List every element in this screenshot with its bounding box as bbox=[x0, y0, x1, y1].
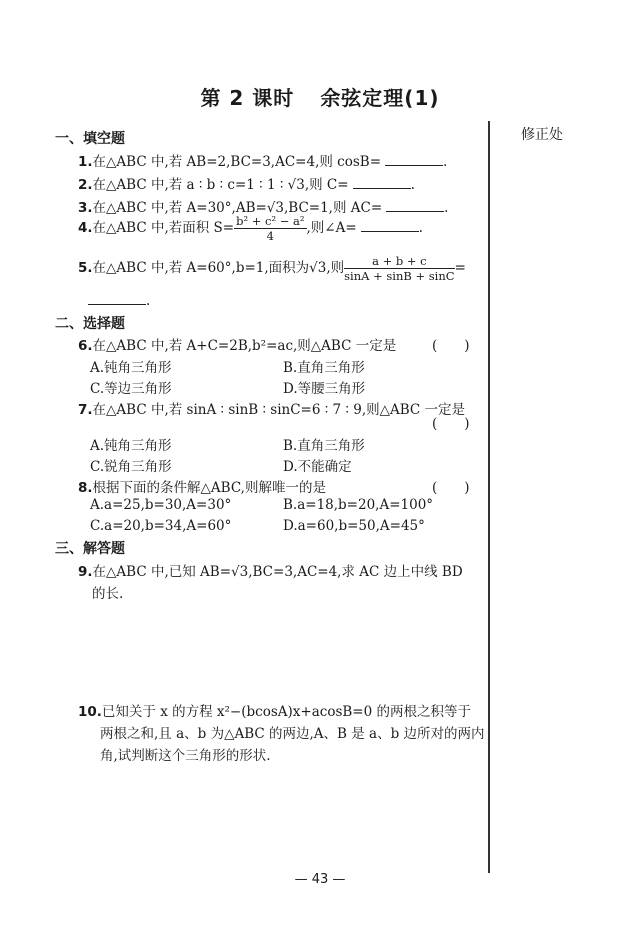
answer-parentheses[interactable]: ( ) bbox=[432, 416, 470, 432]
fraction bbox=[234, 214, 306, 243]
question-number: 9. bbox=[78, 564, 93, 580]
option-d[interactable]: D.a=60,b=50,A=45° bbox=[283, 518, 425, 534]
question-text: 在△ABC 中,若 A=60°,b=1,面积为√3,则 bbox=[92, 260, 345, 276]
period: . bbox=[444, 200, 449, 216]
answer-parentheses[interactable]: ( ) bbox=[432, 338, 470, 354]
option-c[interactable]: C.等边三角形 bbox=[90, 381, 172, 397]
option-c[interactable]: C.a=20,b=34,A=60° bbox=[90, 518, 232, 534]
option-b[interactable]: B.a=18,b=20,A=100° bbox=[283, 497, 434, 513]
question-number: 6. bbox=[78, 338, 93, 354]
section-multiple-choice: 二、选择题 bbox=[55, 316, 125, 332]
question-number: 1. bbox=[78, 154, 93, 170]
question-9-line2: 的长. bbox=[92, 586, 124, 602]
question-7 bbox=[78, 398, 465, 418]
numerator: a + b + c bbox=[344, 254, 454, 269]
section-fill-in: 一、填空题 bbox=[55, 131, 125, 147]
question-text: 在△ABC 中,若 AB=2,BC=3,AC=4,则 cosB= bbox=[92, 154, 382, 170]
question-number: 2. bbox=[78, 177, 93, 193]
option-a[interactable]: A.钝角三角形 bbox=[90, 360, 172, 376]
question-3 bbox=[78, 196, 448, 216]
denominator: sinA + sinB + sinC bbox=[344, 269, 455, 283]
lesson-number: 第 2 课时 bbox=[200, 86, 295, 110]
question-text: 在△ABC 中,若 sinA ∶ sinB ∶ sinC=6 ∶ 7 ∶ 9,则△ABC 一定是 bbox=[92, 402, 466, 418]
question-text: 已知关于 x 的方程 x²−(bcosA)x+acosB=0 的两根之积等于 bbox=[101, 704, 471, 720]
page-number: — 43 — bbox=[294, 872, 346, 887]
question-text: 根据下面的条件解△ABC,则解唯一的是 bbox=[92, 480, 326, 496]
question-text: 在△ABC 中,已知 AB=√3,BC=3,AC=4,求 AC 边上中线 BD bbox=[92, 564, 463, 580]
answer-blank[interactable] bbox=[385, 151, 443, 166]
option-a[interactable]: A.钝角三角形 bbox=[90, 438, 172, 454]
question-10-line3: 角,试判断这个三角形的形状. bbox=[100, 748, 271, 764]
question-number: 10. bbox=[78, 704, 102, 720]
question-5 bbox=[78, 254, 466, 283]
question-5-answer bbox=[88, 290, 150, 309]
answer-blank[interactable] bbox=[386, 197, 444, 212]
question-8 bbox=[78, 476, 326, 496]
section-free-response: 三、解答题 bbox=[55, 541, 125, 557]
correction-area-label: 修正处 bbox=[521, 127, 563, 143]
question-number: 7. bbox=[78, 402, 93, 418]
question-number: 8. bbox=[78, 480, 93, 496]
question-number: 4. bbox=[78, 220, 93, 236]
period: . bbox=[146, 293, 151, 309]
margin-divider bbox=[488, 121, 490, 873]
period: . bbox=[418, 220, 423, 236]
page-title bbox=[0, 82, 640, 111]
fraction bbox=[344, 254, 454, 283]
question-text: 在△ABC 中,若面积 S= bbox=[92, 220, 235, 236]
option-a[interactable]: A.a=25,b=30,A=30° bbox=[90, 497, 232, 513]
question-text-end: ,则∠A= bbox=[306, 220, 357, 236]
question-text: 在△ABC 中,若 a ∶ b ∶ c=1 ∶ 1 ∶ √3,则 C= bbox=[92, 177, 349, 193]
numerator: b² + c² − a² bbox=[236, 214, 305, 228]
question-10-line2: 两根之和,且 a、b 为△ABC 的两边,A、B 是 a、b 边所对的两内 bbox=[100, 726, 485, 742]
question-9 bbox=[78, 560, 463, 580]
option-d[interactable]: D.不能确定 bbox=[283, 459, 352, 475]
answer-blank[interactable] bbox=[353, 174, 411, 189]
equals-sign: = bbox=[454, 260, 466, 276]
lesson-topic: 余弦定理(1) bbox=[320, 86, 440, 110]
period: . bbox=[443, 154, 448, 170]
answer-blank[interactable] bbox=[361, 217, 419, 232]
denominator: 4 bbox=[266, 229, 274, 243]
question-1 bbox=[78, 150, 447, 170]
option-d[interactable]: D.等腰三角形 bbox=[283, 381, 366, 397]
question-4 bbox=[78, 214, 423, 243]
question-6 bbox=[78, 334, 396, 354]
question-text: 在△ABC 中,若 A=30°,AB=√3,BC=1,则 AC= bbox=[92, 200, 383, 216]
question-10 bbox=[78, 700, 471, 720]
question-2 bbox=[78, 173, 415, 193]
question-number: 3. bbox=[78, 200, 93, 216]
period: . bbox=[410, 177, 415, 193]
question-text: 在△ABC 中,若 A+C=2B,b²=ac,则△ABC 一定是 bbox=[92, 338, 397, 354]
question-number: 5. bbox=[78, 260, 93, 276]
answer-parentheses[interactable]: ( ) bbox=[432, 480, 470, 496]
option-c[interactable]: C.锐角三角形 bbox=[90, 459, 172, 475]
answer-blank[interactable] bbox=[88, 290, 146, 305]
option-b[interactable]: B.直角三角形 bbox=[283, 360, 365, 376]
option-b[interactable]: B.直角三角形 bbox=[283, 438, 365, 454]
